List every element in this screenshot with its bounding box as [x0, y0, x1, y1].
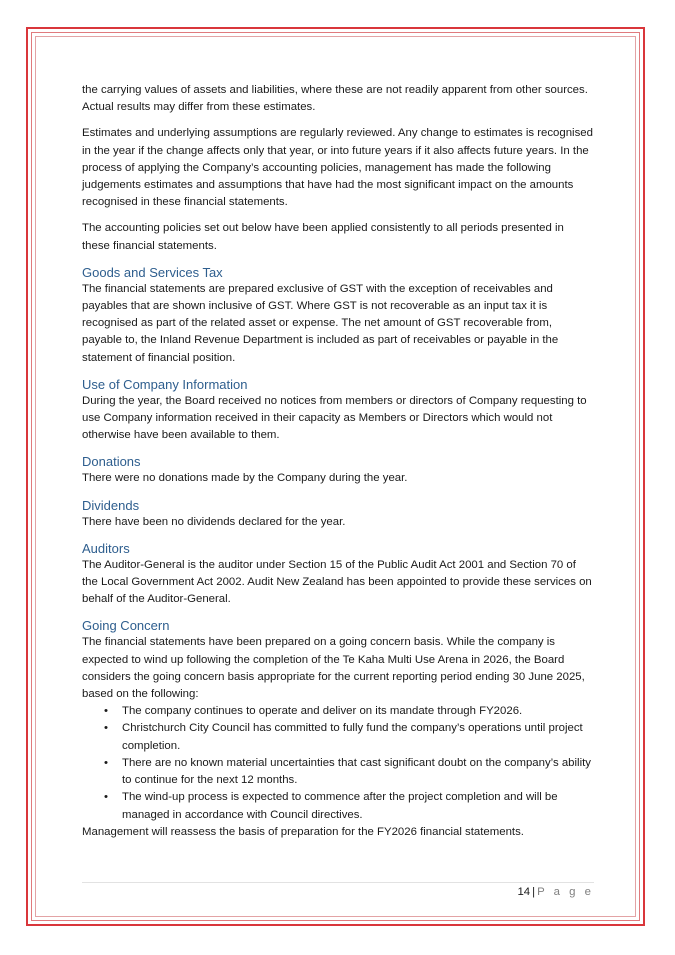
section-body-dividends: There have been no dividends declared for the year. — [82, 515, 346, 528]
page-number-separator: | — [532, 886, 536, 898]
list-item: • The wind-up process is expected to commence after the project completion and will be managed in accordance with Council directives. — [122, 789, 594, 823]
section-donations — [82, 453, 594, 487]
going-concern-closing: Management will reassess the basis of preparation for the FY2026 financial statements. — [82, 825, 524, 838]
section-heading-going-concern: Going Concern — [82, 618, 170, 634]
section-auditors — [82, 540, 594, 609]
section-dividends — [82, 497, 594, 531]
page-number: 14 — [517, 886, 531, 898]
page-label: P a g e — [537, 886, 594, 898]
section-heading-company-info: Use of Company Information — [82, 376, 248, 392]
section-heading-auditors: Auditors — [82, 540, 130, 556]
section-heading-dividends: Dividends — [82, 497, 140, 513]
footer-divider — [82, 882, 594, 883]
section-body-gst: The financial statements are prepared exclusive of GST with the exception of receivables and payables that are shown inclusive of GST. Where GST is not recoverable as an input tax it is recognised as part of the related asset or expense. The net amount of GST recoverable from, payable to, the Inland Revenue Department is included as part of receivables or payable in the statement of financial position. — [82, 282, 559, 364]
going-concern-bullet-list — [82, 703, 594, 823]
section-body-company-info: During the year, the Board received no notices from members or directors of Company requesting to use Company information received in their capacity as Members or Directors which would not otherwise have been available to them. — [82, 394, 587, 442]
list-item: • Christchurch City Council has committed to fully fund the company’s operations until project completion. — [122, 720, 594, 754]
section-body-going-concern: The financial statements have been prepared on a going concern basis. While the company is expected to wind up following the completion of the Te Kaha Multi Use Arena in 2026, the Board considers the going concern basis appropriate for the current reporting period ending 30 June 2025, based on the following: — [82, 636, 585, 701]
intro-paragraph-3: The accounting policies set out below have been applied consistently to all periods presented in these financial statements. — [82, 222, 564, 252]
list-item: • There are no known material uncertainties that cast significant doubt on the company’s ability to continue for the next 12 months. — [122, 755, 594, 789]
intro-paragraph-2: Estimates and underlying assumptions are regularly reviewed. Any change to estimates is recognised in the year if the change affects only that year, or into future years if it also affects future years. In the process of applying the Company’s accounting policies, management has made the following judgements estimates and assumptions that have had the most significant impact on the amounts recognised in these financial statements. — [82, 127, 593, 209]
section-heading-gst: Goods and Services Tax — [82, 264, 223, 280]
section-company-info — [82, 376, 594, 445]
document-body — [82, 82, 594, 850]
section-going-concern — [82, 617, 594, 840]
page-footer — [517, 884, 594, 901]
section-body-auditors: The Auditor-General is the auditor under Section 15 of the Public Audit Act 2001 and Section 70 of the Local Government Act 2002. Audit New Zealand has been appointed to provide these services on behalf of the Auditor-General. — [82, 558, 592, 606]
section-body-donations: There were no donations made by the Company during the year. — [82, 472, 408, 485]
intro-paragraph-1: the carrying values of assets and liabilities, where these are not readily apparent from other sources. Actual results may differ from these estimates. — [82, 84, 588, 114]
section-heading-donations: Donations — [82, 454, 141, 470]
list-item: • The company continues to operate and deliver on its mandate through FY2026. — [122, 703, 594, 720]
section-gst — [82, 264, 594, 367]
